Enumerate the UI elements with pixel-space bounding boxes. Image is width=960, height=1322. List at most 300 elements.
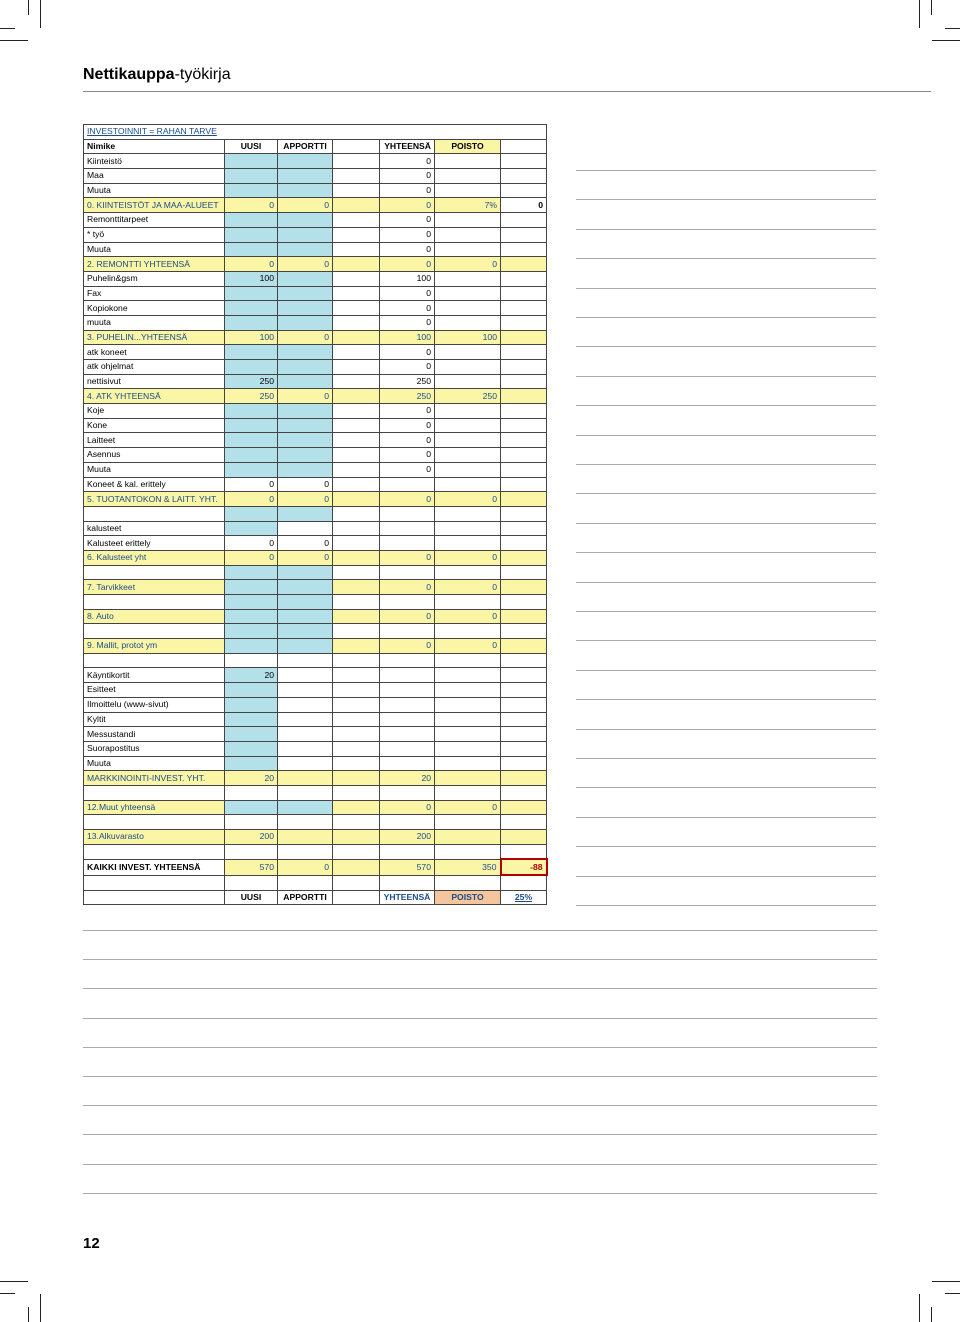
page-title-bold: Nettikauppa	[83, 66, 175, 83]
cell-yht	[380, 506, 435, 521]
cell-apportti[interactable]	[278, 271, 333, 286]
cell-apportti[interactable]	[278, 506, 333, 521]
footer-header: YHTEENSÄ	[380, 890, 435, 905]
note-line	[83, 1134, 877, 1135]
cell-apportti[interactable]	[278, 741, 333, 756]
cell-apportti[interactable]	[278, 418, 333, 433]
crop-mark	[40, 0, 41, 28]
table-row	[84, 580, 547, 595]
cell-apportti[interactable]	[278, 462, 333, 477]
crop-mark	[932, 40, 960, 41]
cell-apportti[interactable]	[278, 286, 333, 301]
cell-uusi: 0	[225, 492, 278, 507]
cell-poisto	[435, 830, 501, 845]
cell-poisto	[435, 169, 501, 184]
cell-uusi[interactable]	[225, 565, 278, 580]
cell-yht	[380, 712, 435, 727]
cell-uusi[interactable]	[225, 462, 278, 477]
cell-label: Maa	[84, 169, 225, 184]
cell-apportti[interactable]	[278, 374, 333, 389]
cell-label: Muuta	[84, 242, 225, 257]
crop-mark	[0, 40, 28, 41]
cell-extra	[501, 301, 547, 316]
cell-apportti[interactable]	[278, 213, 333, 228]
cell-uusi[interactable]: 250	[225, 374, 278, 389]
cell-label: Muuta	[84, 183, 225, 198]
cell-label: Kalusteet erittely	[84, 536, 225, 551]
cell-apportti	[278, 830, 333, 845]
cell-yht: 0	[380, 183, 435, 198]
footer-header: UUSI	[225, 890, 278, 905]
cell-uusi[interactable]	[225, 800, 278, 815]
note-line	[576, 435, 876, 436]
cell-poisto	[435, 154, 501, 169]
crop-mark	[0, 1281, 28, 1282]
table-row	[84, 727, 547, 742]
cell-spacer	[333, 360, 380, 375]
cell-label: Esitteet	[84, 683, 225, 698]
table-row	[84, 609, 547, 624]
cell-uusi[interactable]	[225, 418, 278, 433]
cell-uusi[interactable]	[225, 727, 278, 742]
cell-apportti[interactable]	[278, 595, 333, 610]
cell-yht: 0	[380, 800, 435, 815]
cell-apportti: 0	[278, 859, 333, 875]
cell-uusi[interactable]: 100	[225, 271, 278, 286]
cell-poisto	[435, 668, 501, 683]
cell-poisto: 0	[435, 550, 501, 565]
table-row	[84, 875, 547, 890]
cell-extra: -88	[501, 859, 547, 875]
cell-uusi	[225, 653, 278, 668]
cell-apportti[interactable]	[278, 227, 333, 242]
cell-uusi[interactable]	[225, 448, 278, 463]
cell-uusi: 20	[225, 771, 278, 786]
cell-uusi[interactable]	[225, 624, 278, 639]
cell-uusi: 200	[225, 830, 278, 845]
cell-yht: 0	[380, 198, 435, 213]
cell-spacer	[333, 183, 380, 198]
cell-label: atk ohjelmat	[84, 360, 225, 375]
cell-poisto	[435, 242, 501, 257]
cell-label: Ilmoittelu (www-sivut)	[84, 697, 225, 712]
cell-uusi[interactable]	[225, 227, 278, 242]
cell-label: Käyntikortit	[84, 668, 225, 683]
crop-mark	[40, 1294, 41, 1322]
cell-poisto	[435, 565, 501, 580]
cell-spacer	[333, 286, 380, 301]
cell-uusi: 100	[225, 330, 278, 345]
cell-poisto	[435, 286, 501, 301]
cell-extra	[501, 183, 547, 198]
table-row	[84, 154, 547, 169]
page-title-rest: -työkirja	[174, 66, 231, 83]
cell-extra	[501, 345, 547, 360]
note-line	[576, 346, 876, 347]
cell-poisto	[435, 536, 501, 551]
cell-uusi[interactable]	[225, 433, 278, 448]
cell-uusi[interactable]	[225, 183, 278, 198]
cell-poisto: 0	[435, 257, 501, 272]
cell-extra	[501, 418, 547, 433]
cell-extra	[501, 875, 547, 890]
cell-poisto	[435, 815, 501, 830]
cell-yht: 0	[380, 448, 435, 463]
cell-apportti[interactable]	[278, 154, 333, 169]
table-row	[84, 183, 547, 198]
footer-header-row	[84, 890, 547, 905]
table-row	[84, 653, 547, 668]
cell-yht: 0	[380, 315, 435, 330]
cell-label: 5. TUOTANTOKON & LAITT. YHT.	[84, 492, 225, 507]
cell-poisto: 0	[435, 580, 501, 595]
cell-spacer	[333, 271, 380, 286]
cell-apportti	[278, 844, 333, 859]
cell-apportti: 0	[278, 389, 333, 404]
cell-extra	[501, 404, 547, 419]
cell-poisto: 0	[435, 492, 501, 507]
cell-uusi[interactable]	[225, 712, 278, 727]
cell-poisto	[435, 741, 501, 756]
cell-apportti	[278, 771, 333, 786]
cell-extra	[501, 565, 547, 580]
cell-spacer	[333, 448, 380, 463]
cell-yht	[380, 624, 435, 639]
cell-label: Messustandi	[84, 727, 225, 742]
table-row	[84, 624, 547, 639]
cell-uusi: 570	[225, 859, 278, 875]
table-row	[84, 595, 547, 610]
cell-extra	[501, 741, 547, 756]
crop-mark	[945, 1293, 960, 1294]
cell-apportti[interactable]	[278, 404, 333, 419]
cell-yht: 250	[380, 374, 435, 389]
cell-spacer	[333, 198, 380, 213]
footer-cell	[84, 890, 225, 905]
cell-uusi[interactable]	[225, 213, 278, 228]
cell-spacer	[333, 315, 380, 330]
cell-poisto: 0	[435, 639, 501, 654]
table-row	[84, 859, 547, 875]
cell-yht	[380, 683, 435, 698]
cell-label: Kiinteistö	[84, 154, 225, 169]
cell-yht	[380, 565, 435, 580]
cell-uusi	[225, 875, 278, 890]
note-line	[576, 611, 876, 612]
table-row	[84, 169, 547, 184]
cell-apportti[interactable]	[278, 697, 333, 712]
cell-uusi[interactable]	[225, 301, 278, 316]
cell-extra	[501, 271, 547, 286]
cell-label: Muuta	[84, 462, 225, 477]
cell-label: 7. Tarvikkeet	[84, 580, 225, 595]
crop-mark	[931, 1307, 932, 1322]
cell-uusi[interactable]	[225, 580, 278, 595]
cell-spacer	[333, 213, 380, 228]
note-line	[576, 258, 876, 259]
crop-mark	[28, 1307, 29, 1322]
cell-apportti[interactable]	[278, 448, 333, 463]
footer-header[interactable]: 25%	[501, 890, 547, 905]
sheet-title-row	[84, 125, 547, 140]
cell-apportti[interactable]	[278, 345, 333, 360]
cell-yht: 0	[380, 213, 435, 228]
cell-uusi[interactable]	[225, 595, 278, 610]
table-row	[84, 389, 547, 404]
footer-cell	[333, 890, 380, 905]
cell-spacer	[333, 771, 380, 786]
column-header-row	[84, 139, 547, 154]
cell-poisto	[435, 360, 501, 375]
cell-uusi[interactable]	[225, 697, 278, 712]
table-row	[84, 771, 547, 786]
cell-extra	[501, 683, 547, 698]
cell-apportti[interactable]	[278, 360, 333, 375]
cell-apportti[interactable]	[278, 580, 333, 595]
cell-uusi[interactable]	[225, 404, 278, 419]
cell-yht	[380, 653, 435, 668]
cell-uusi[interactable]	[225, 639, 278, 654]
cell-yht: 0	[380, 257, 435, 272]
cell-apportti[interactable]	[278, 565, 333, 580]
cell-label: muuta	[84, 315, 225, 330]
cell-uusi[interactable]	[225, 242, 278, 257]
crop-mark	[0, 28, 15, 29]
cell-yht	[380, 595, 435, 610]
table-row	[84, 433, 547, 448]
column-header: APPORTTI	[278, 139, 333, 154]
cell-yht: 0	[380, 418, 435, 433]
cell-yht: 0	[380, 492, 435, 507]
cell-extra	[501, 712, 547, 727]
cell-spacer	[333, 462, 380, 477]
cell-poisto	[435, 448, 501, 463]
cell-yht: 250	[380, 389, 435, 404]
table-row	[84, 360, 547, 375]
crop-mark	[931, 0, 932, 15]
cell-apportti[interactable]	[278, 800, 333, 815]
crop-mark	[28, 0, 29, 15]
cell-apportti[interactable]	[278, 169, 333, 184]
cell-apportti: 0	[278, 257, 333, 272]
table-row	[84, 756, 547, 771]
cell-extra	[501, 462, 547, 477]
cell-apportti[interactable]	[278, 683, 333, 698]
cell-spacer	[333, 492, 380, 507]
cell-yht	[380, 785, 435, 800]
footer-header: APPORTTI	[278, 890, 333, 905]
cell-spacer	[333, 242, 380, 257]
cell-extra	[501, 697, 547, 712]
cell-uusi[interactable]	[225, 506, 278, 521]
page-number: 12	[83, 1235, 100, 1252]
cell-poisto: 100	[435, 330, 501, 345]
cell-uusi[interactable]	[225, 345, 278, 360]
note-line	[576, 229, 876, 230]
cell-yht	[380, 875, 435, 890]
cell-label: 2. REMONTTI YHTEENSÄ	[84, 257, 225, 272]
cell-yht: 0	[380, 609, 435, 624]
cell-extra	[501, 639, 547, 654]
cell-spacer	[333, 418, 380, 433]
cell-spacer	[333, 844, 380, 859]
cell-yht: 0	[380, 345, 435, 360]
cell-label	[84, 565, 225, 580]
cell-apportti[interactable]	[278, 624, 333, 639]
note-line	[83, 959, 877, 960]
table-row	[84, 785, 547, 800]
crop-mark	[919, 1294, 920, 1322]
cell-apportti: 0	[278, 477, 333, 492]
cell-uusi[interactable]	[225, 521, 278, 536]
table-row	[84, 506, 547, 521]
note-line	[576, 876, 876, 877]
cell-apportti	[278, 815, 333, 830]
table-row	[84, 257, 547, 272]
cell-spacer	[333, 227, 380, 242]
note-line	[83, 1105, 877, 1106]
cell-spacer	[333, 639, 380, 654]
cell-spacer	[333, 374, 380, 389]
cell-label	[84, 624, 225, 639]
note-line	[576, 170, 876, 171]
table-row	[84, 800, 547, 815]
cell-spacer	[333, 668, 380, 683]
cell-extra	[501, 727, 547, 742]
cell-uusi[interactable]	[225, 154, 278, 169]
cell-apportti[interactable]	[278, 242, 333, 257]
cell-apportti[interactable]	[278, 756, 333, 771]
cell-apportti[interactable]	[278, 183, 333, 198]
cell-uusi[interactable]	[225, 286, 278, 301]
cell-label	[84, 595, 225, 610]
cell-spacer	[333, 800, 380, 815]
cell-uusi[interactable]	[225, 609, 278, 624]
cell-extra	[501, 242, 547, 257]
cell-spacer	[333, 521, 380, 536]
note-line	[576, 729, 876, 730]
cell-uusi[interactable]	[225, 683, 278, 698]
cell-extra	[501, 433, 547, 448]
cell-poisto	[435, 315, 501, 330]
cell-label: Suorapostitus	[84, 741, 225, 756]
page-title	[83, 66, 231, 84]
cell-poisto	[435, 418, 501, 433]
cell-poisto	[435, 624, 501, 639]
cell-label	[84, 653, 225, 668]
cell-apportti[interactable]	[278, 609, 333, 624]
table-row	[84, 374, 547, 389]
note-line	[576, 405, 876, 406]
title-divider	[83, 91, 931, 92]
cell-apportti	[278, 875, 333, 890]
cell-spacer	[333, 653, 380, 668]
column-header: UUSI	[225, 139, 278, 154]
cell-poisto	[435, 506, 501, 521]
cell-poisto: 7%	[435, 198, 501, 213]
sheet-section-title[interactable]: INVESTOINNIT = RAHAN TARVE	[84, 125, 547, 140]
note-line	[83, 1076, 877, 1077]
cell-poisto	[435, 697, 501, 712]
cell-apportti[interactable]	[278, 668, 333, 683]
cell-label: Kone	[84, 418, 225, 433]
cell-poisto	[435, 271, 501, 286]
cell-apportti[interactable]	[278, 727, 333, 742]
cell-label: Muuta	[84, 756, 225, 771]
cell-apportti: 0	[278, 536, 333, 551]
cell-poisto	[435, 875, 501, 890]
cell-poisto: 350	[435, 859, 501, 875]
cell-poisto	[435, 727, 501, 742]
table-row	[84, 830, 547, 845]
cell-yht: 20	[380, 771, 435, 786]
cell-uusi[interactable]	[225, 741, 278, 756]
cell-yht	[380, 477, 435, 492]
cell-apportti: 0	[278, 198, 333, 213]
table-row	[84, 492, 547, 507]
cell-apportti[interactable]	[278, 639, 333, 654]
cell-spacer	[333, 301, 380, 316]
cell-uusi[interactable]	[225, 315, 278, 330]
note-line	[576, 552, 876, 553]
cell-apportti[interactable]	[278, 301, 333, 316]
note-line	[576, 787, 876, 788]
cell-label: 9. Mallit, protot ym	[84, 639, 225, 654]
cell-yht: 0	[380, 639, 435, 654]
note-line	[576, 493, 876, 494]
table-row	[84, 550, 547, 565]
cell-apportti[interactable]	[278, 521, 333, 536]
note-line	[576, 317, 876, 318]
cell-uusi[interactable]: 20	[225, 668, 278, 683]
note-line	[83, 1047, 877, 1048]
cell-uusi[interactable]	[225, 756, 278, 771]
cell-apportti[interactable]	[278, 712, 333, 727]
table-row	[84, 639, 547, 654]
crop-mark	[932, 1281, 960, 1282]
table-row	[84, 315, 547, 330]
cell-uusi[interactable]	[225, 360, 278, 375]
cell-apportti[interactable]	[278, 433, 333, 448]
cell-spacer	[333, 785, 380, 800]
table-row	[84, 345, 547, 360]
cell-extra	[501, 506, 547, 521]
table-row	[84, 668, 547, 683]
cell-spacer	[333, 477, 380, 492]
cell-yht: 0	[380, 242, 435, 257]
cell-yht	[380, 727, 435, 742]
note-line	[576, 699, 876, 700]
cell-extra	[501, 169, 547, 184]
cell-label: 8. Auto	[84, 609, 225, 624]
cell-extra	[501, 815, 547, 830]
cell-label: Kyltit	[84, 712, 225, 727]
cell-label: 4. ATK YHTEENSÄ	[84, 389, 225, 404]
cell-uusi[interactable]	[225, 169, 278, 184]
cell-spacer	[333, 257, 380, 272]
footer-header: POISTO	[435, 890, 501, 905]
cell-extra	[501, 360, 547, 375]
cell-extra	[501, 315, 547, 330]
crop-mark	[945, 28, 960, 29]
note-line	[83, 1193, 877, 1194]
cell-apportti[interactable]	[278, 315, 333, 330]
cell-uusi	[225, 815, 278, 830]
column-header	[333, 139, 380, 154]
cell-label: Fax	[84, 286, 225, 301]
cell-poisto	[435, 213, 501, 228]
cell-spacer	[333, 536, 380, 551]
